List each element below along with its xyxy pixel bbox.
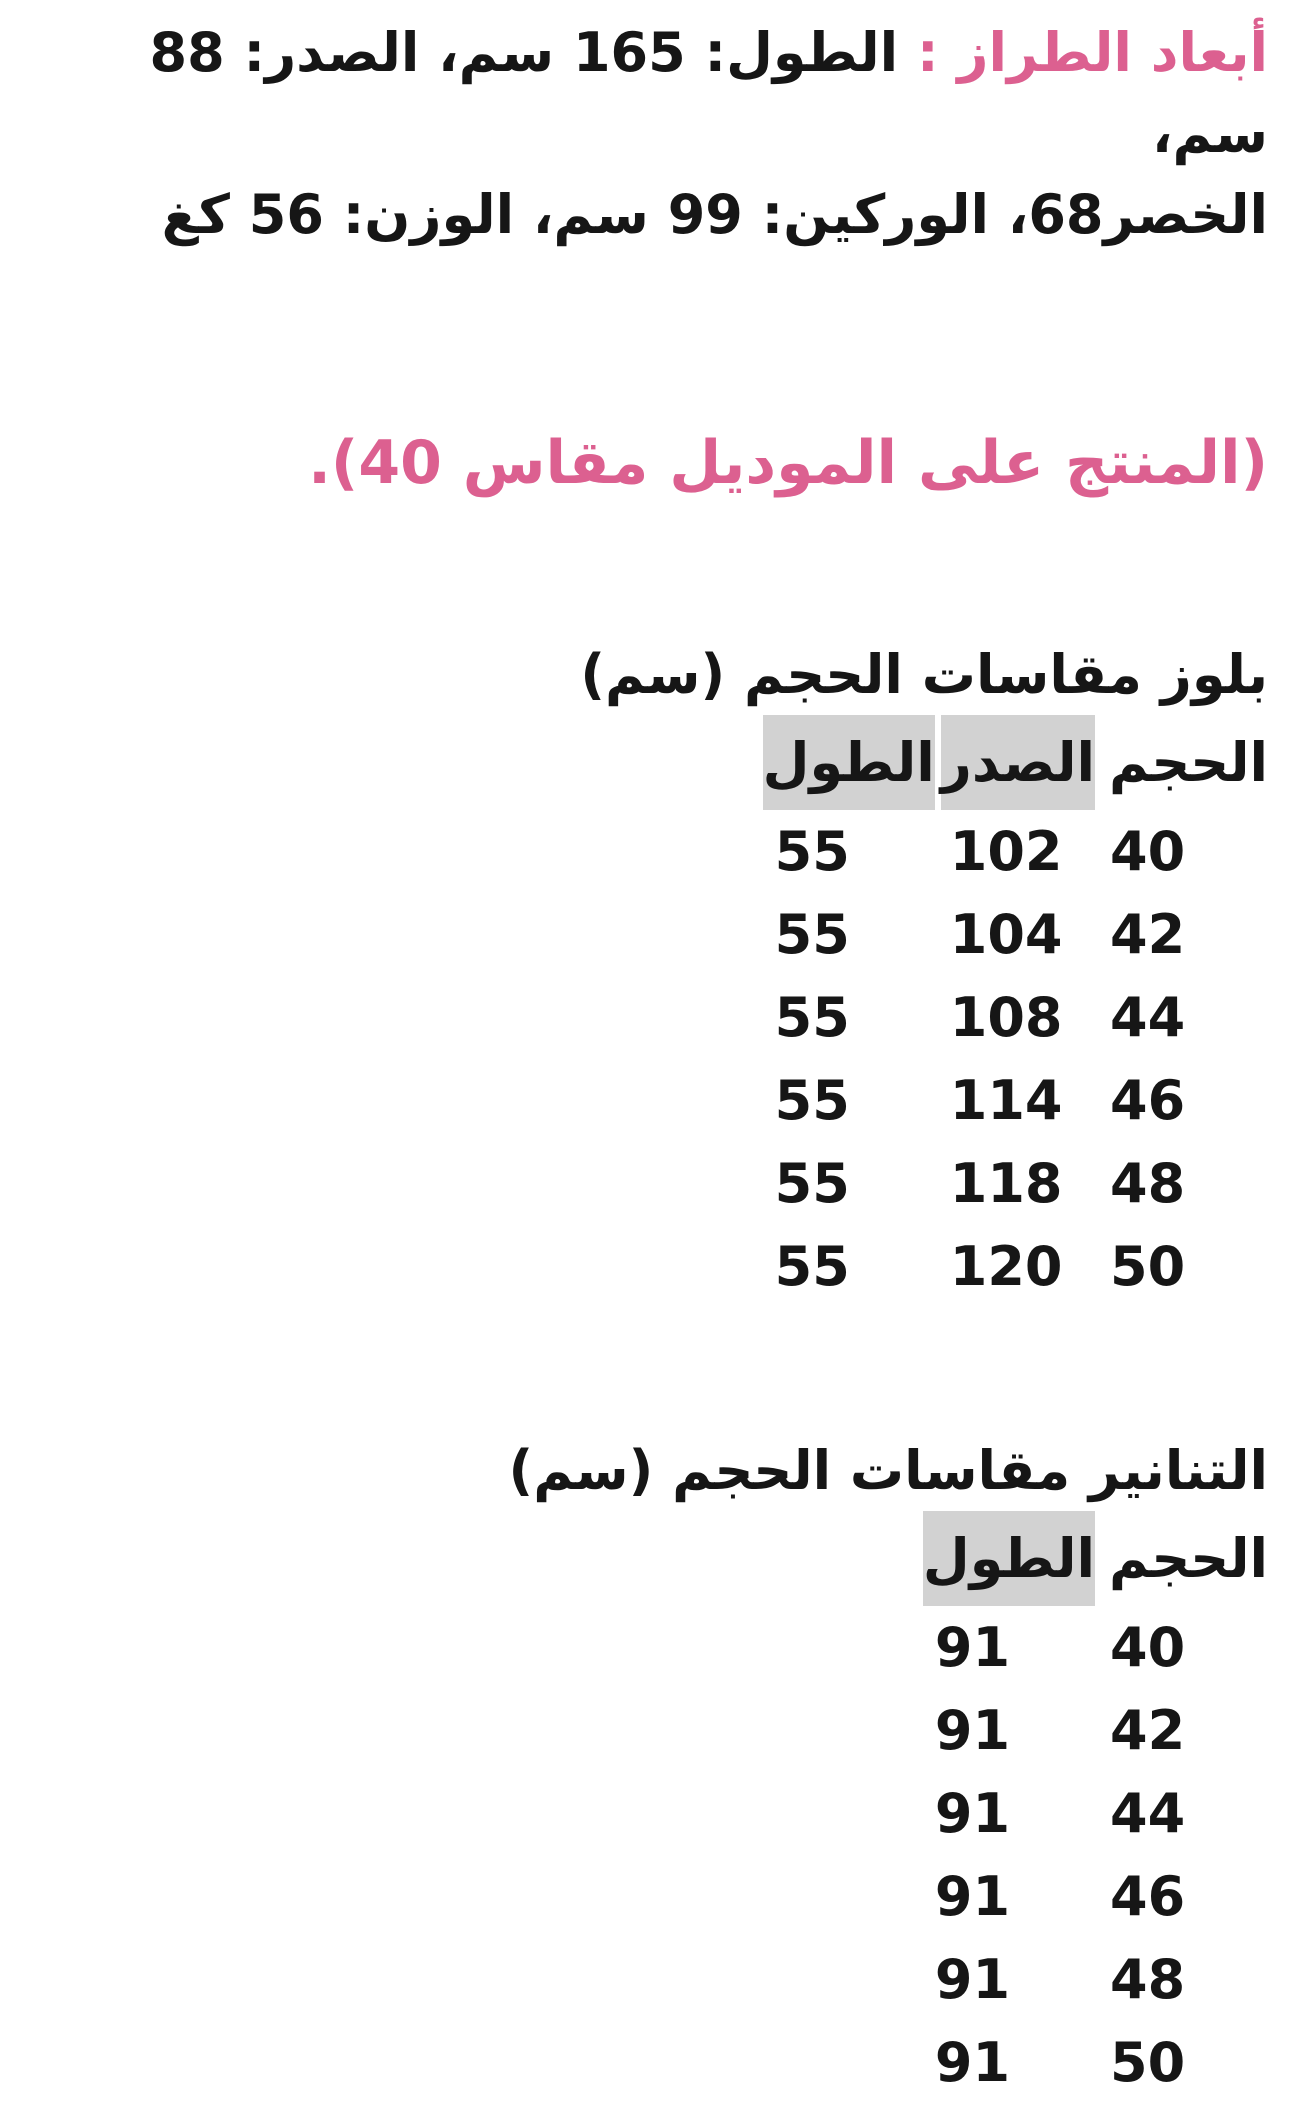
model-size-note: (المنتج على الموديل مقاس 40). <box>308 428 1268 498</box>
blouse-size-table <box>763 715 1268 1308</box>
table-row <box>763 1142 1268 1225</box>
table-row <box>763 893 1268 976</box>
length-cell: 55 <box>774 986 850 1049</box>
blouse-length-header-cell: الطول <box>763 715 938 810</box>
length-cell: 91 <box>934 2031 1011 2094</box>
length-cell: 91 <box>934 1948 1011 2011</box>
model-dimensions-line1: الطول: 165 سم، الصدر: 88 سم، <box>149 21 1268 165</box>
size-cell: 46 <box>1110 1069 1186 1132</box>
size-cell: 40 <box>1110 1616 1186 1679</box>
length-cell: 91 <box>934 1782 1011 1845</box>
table-row <box>763 1059 1268 1142</box>
length-cell: 55 <box>774 1235 850 1298</box>
chest-cell: 102 <box>949 820 1063 883</box>
chest-cell: 104 <box>949 903 1063 966</box>
table-row <box>923 1938 1268 2021</box>
size-cell: 44 <box>1110 986 1186 1049</box>
length-cell: 55 <box>774 903 850 966</box>
chest-cell: 114 <box>949 1069 1063 1132</box>
table-row <box>763 810 1268 893</box>
table-row <box>763 1225 1268 1308</box>
size-cell: 46 <box>1110 1865 1186 1928</box>
table-row <box>923 1772 1268 1855</box>
size-cell: 44 <box>1110 1782 1186 1845</box>
size-cell: 50 <box>1110 2031 1186 2094</box>
size-cell: 48 <box>1110 1152 1186 1215</box>
length-cell: 55 <box>774 1152 850 1215</box>
length-cell: 91 <box>934 1699 1011 1762</box>
skirt-header-row <box>923 1511 1268 1606</box>
length-cell: 55 <box>774 1069 850 1132</box>
blouse-table-title: بلوز مقاسات الحجم (سم) <box>580 643 1268 706</box>
skirt-table-title: التنانير مقاسات الحجم (سم) <box>508 1439 1268 1502</box>
model-dimensions-line2: الخصر68، الوركين: 99 سم، الوزن: 56 كغ <box>161 183 1268 246</box>
skirt-length-header-cell: الطول <box>923 1511 1098 1606</box>
size-cell: 42 <box>1110 903 1186 966</box>
chest-cell: 120 <box>949 1235 1063 1298</box>
blouse-header-row <box>763 715 1268 810</box>
table-row <box>923 1606 1268 1689</box>
blouse-size-header-cell: الحجم <box>1109 731 1268 794</box>
length-cell: 55 <box>774 820 850 883</box>
table-row <box>923 2021 1268 2104</box>
model-dimensions-paragraph <box>22 12 1268 255</box>
blouse-chest-header-cell: الصدر <box>938 715 1098 810</box>
size-cell: 42 <box>1110 1699 1186 1762</box>
size-cell: 48 <box>1110 1948 1186 2011</box>
length-cell: 91 <box>934 1865 1011 1928</box>
table-row <box>923 1689 1268 1772</box>
table-row <box>923 1855 1268 1938</box>
size-cell: 40 <box>1110 820 1186 883</box>
chest-cell: 118 <box>949 1152 1063 1215</box>
model-dimensions-label: أبعاد الطراز : <box>898 21 1268 84</box>
size-cell: 50 <box>1110 1235 1186 1298</box>
table-row <box>763 976 1268 1059</box>
length-cell: 91 <box>934 1616 1011 1679</box>
skirt-size-table <box>923 1511 1268 2104</box>
skirt-size-header-cell: الحجم <box>1109 1527 1268 1590</box>
chest-cell: 108 <box>949 986 1063 1049</box>
